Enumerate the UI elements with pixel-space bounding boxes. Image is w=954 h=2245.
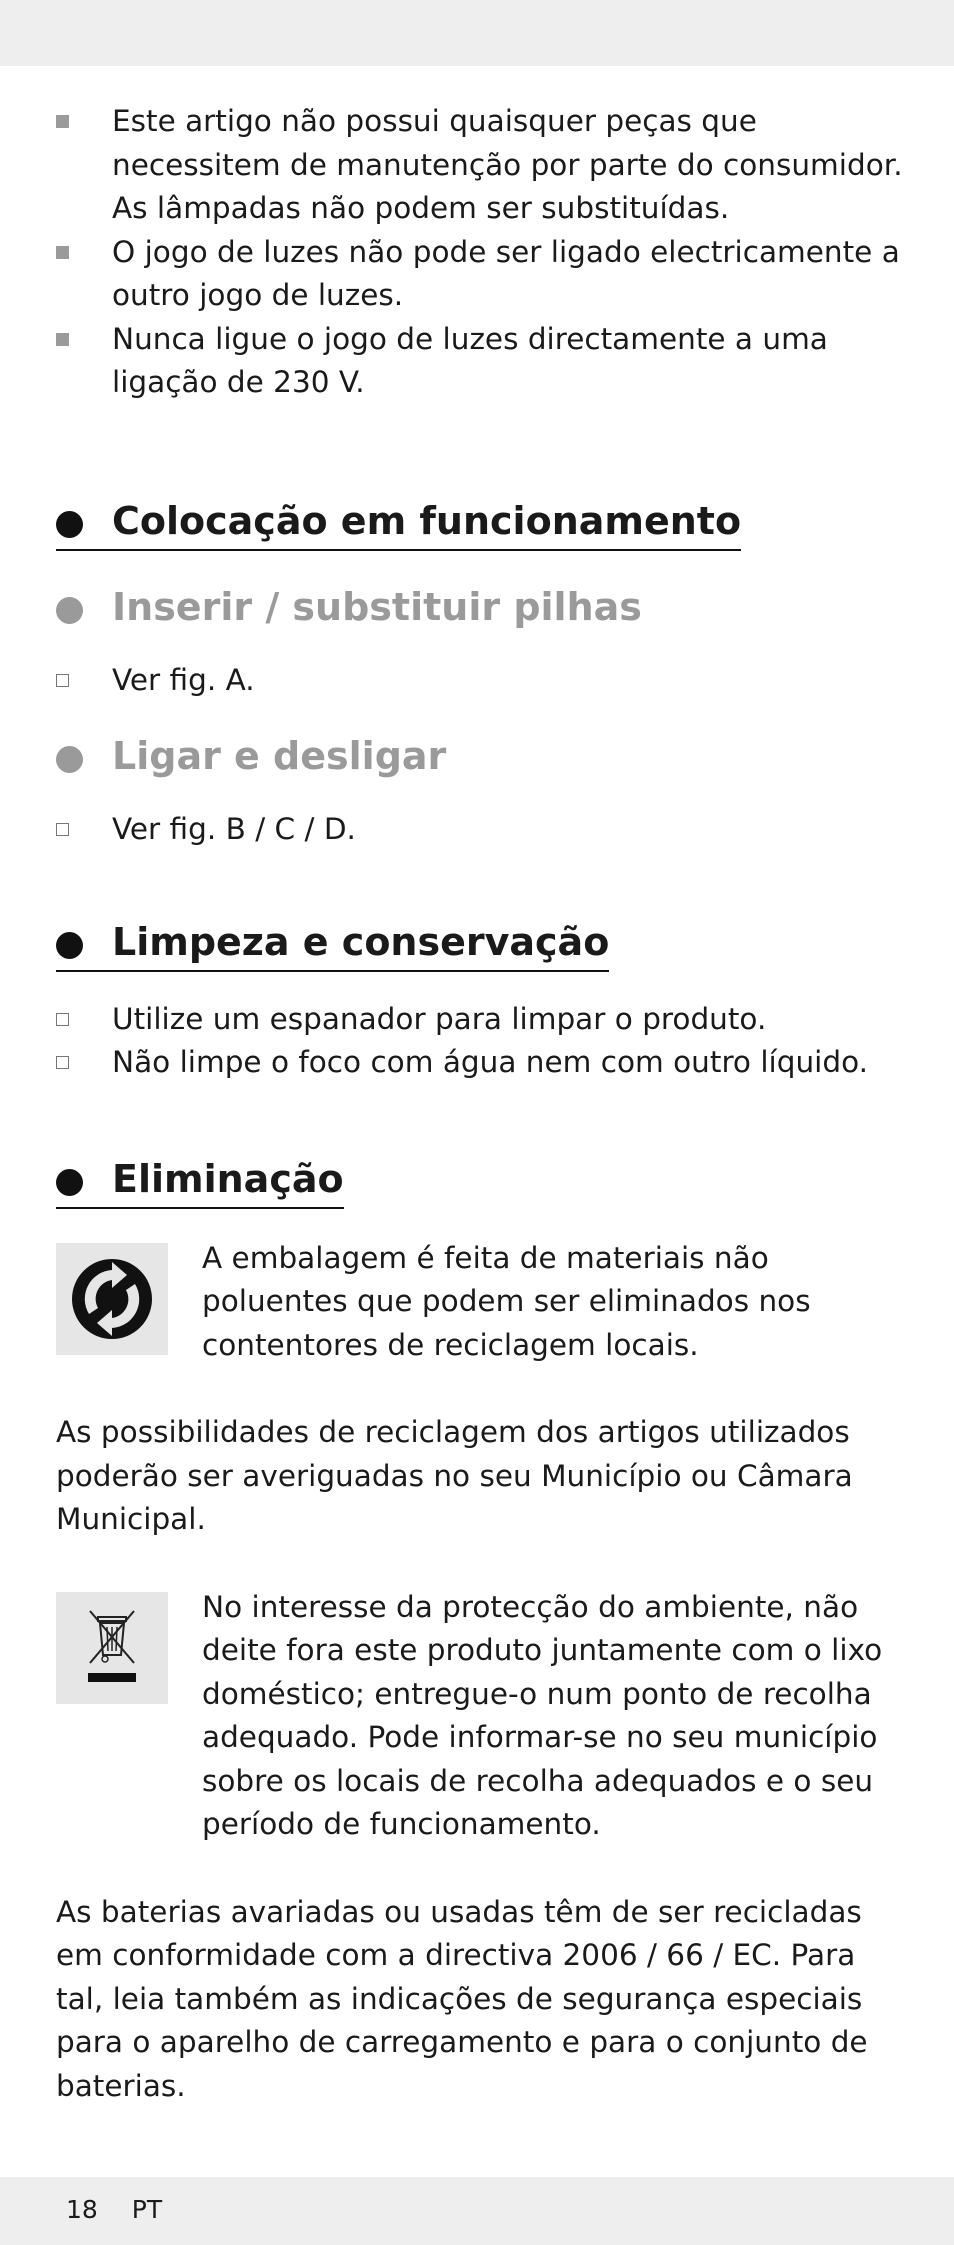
heading-disposal: Eliminação — [56, 1151, 344, 1207]
heading-underline — [56, 549, 741, 551]
list-item: Este artigo não possui quaisquer peças que necessitem de manutenção por parte do consumidor. As lâmpadas não podem ser substituídas. — [56, 100, 906, 231]
heading-underline — [56, 970, 609, 972]
heading-cleaning: Limpeza e conservação — [56, 914, 609, 970]
list-item: Ver fig. B / C / D. — [56, 808, 906, 852]
list-item: Não limpe o foco com água nem com outro líquido. — [56, 1041, 906, 1085]
square-bullet-icon — [56, 115, 69, 128]
recycling-info: As possibilidades de reciclagem dos artigos utilizados poderão ser averiguadas no seu Município ou Câmara Municipal. — [56, 1415, 853, 1536]
packaging-note: A embalagem é feita de materiais não poluentes que podem ser eliminados nos contentores de reciclagem locais. — [56, 1237, 906, 1368]
list-item: Nunca ligue o jogo de luzes directamente a uma ligação de 230 V. — [56, 318, 906, 405]
top-band — [0, 0, 954, 66]
heading-underline — [56, 1207, 344, 1209]
page-content — [56, 100, 906, 2108]
list-item: Utilize um espanador para limpar o produto. — [56, 998, 906, 1042]
crossed-out-wheelie-bin-icon — [56, 1592, 168, 1704]
language-code: PT — [131, 2195, 163, 2224]
heading-batteries: Inserir / substituir pilhas — [56, 579, 642, 635]
checkbox-square-icon — [56, 823, 69, 836]
green-dot-recycling-icon — [56, 1243, 168, 1355]
square-bullet-icon — [56, 246, 69, 259]
battery-info: As baterias avariadas ou usadas têm de ser recicladas em conformidade com a directiva 2006 / 66 / EC. Para tal, leia também as indicações de segurança especiais para o aparelho de carregamento e para o conjunto de baterias. — [56, 1894, 868, 2103]
page-number: 18 — [66, 2195, 98, 2224]
list-item: O jogo de luzes não pode ser ligado electricamente a outro jogo de luzes. — [56, 231, 906, 318]
checkbox-square-icon — [56, 1013, 69, 1026]
bullet-dot-icon — [56, 511, 83, 538]
weee-note: No interesse da protecção do ambiente, não deite fora este produto juntamente com o lixo doméstico; entregue-o num ponto de recolha adequado. Pode informar-se no seu município sobre os locais de recolha adequados e o seu período de funcionamento. — [56, 1586, 906, 1847]
list-item: Ver fig. A. — [56, 659, 906, 703]
safety-bullets — [56, 100, 906, 405]
square-bullet-icon — [56, 333, 69, 346]
footer — [66, 2190, 188, 2230]
heading-onoff: Ligar e desligar — [56, 728, 446, 784]
bullet-dot-icon — [56, 746, 83, 773]
checkbox-square-icon — [56, 674, 69, 687]
bullet-dot-icon — [56, 932, 83, 959]
bullet-dot-icon — [56, 1169, 83, 1196]
bullet-dot-icon — [56, 597, 83, 624]
checkbox-square-icon — [56, 1056, 69, 1069]
heading-operation: Colocação em funcionamento — [56, 493, 741, 549]
